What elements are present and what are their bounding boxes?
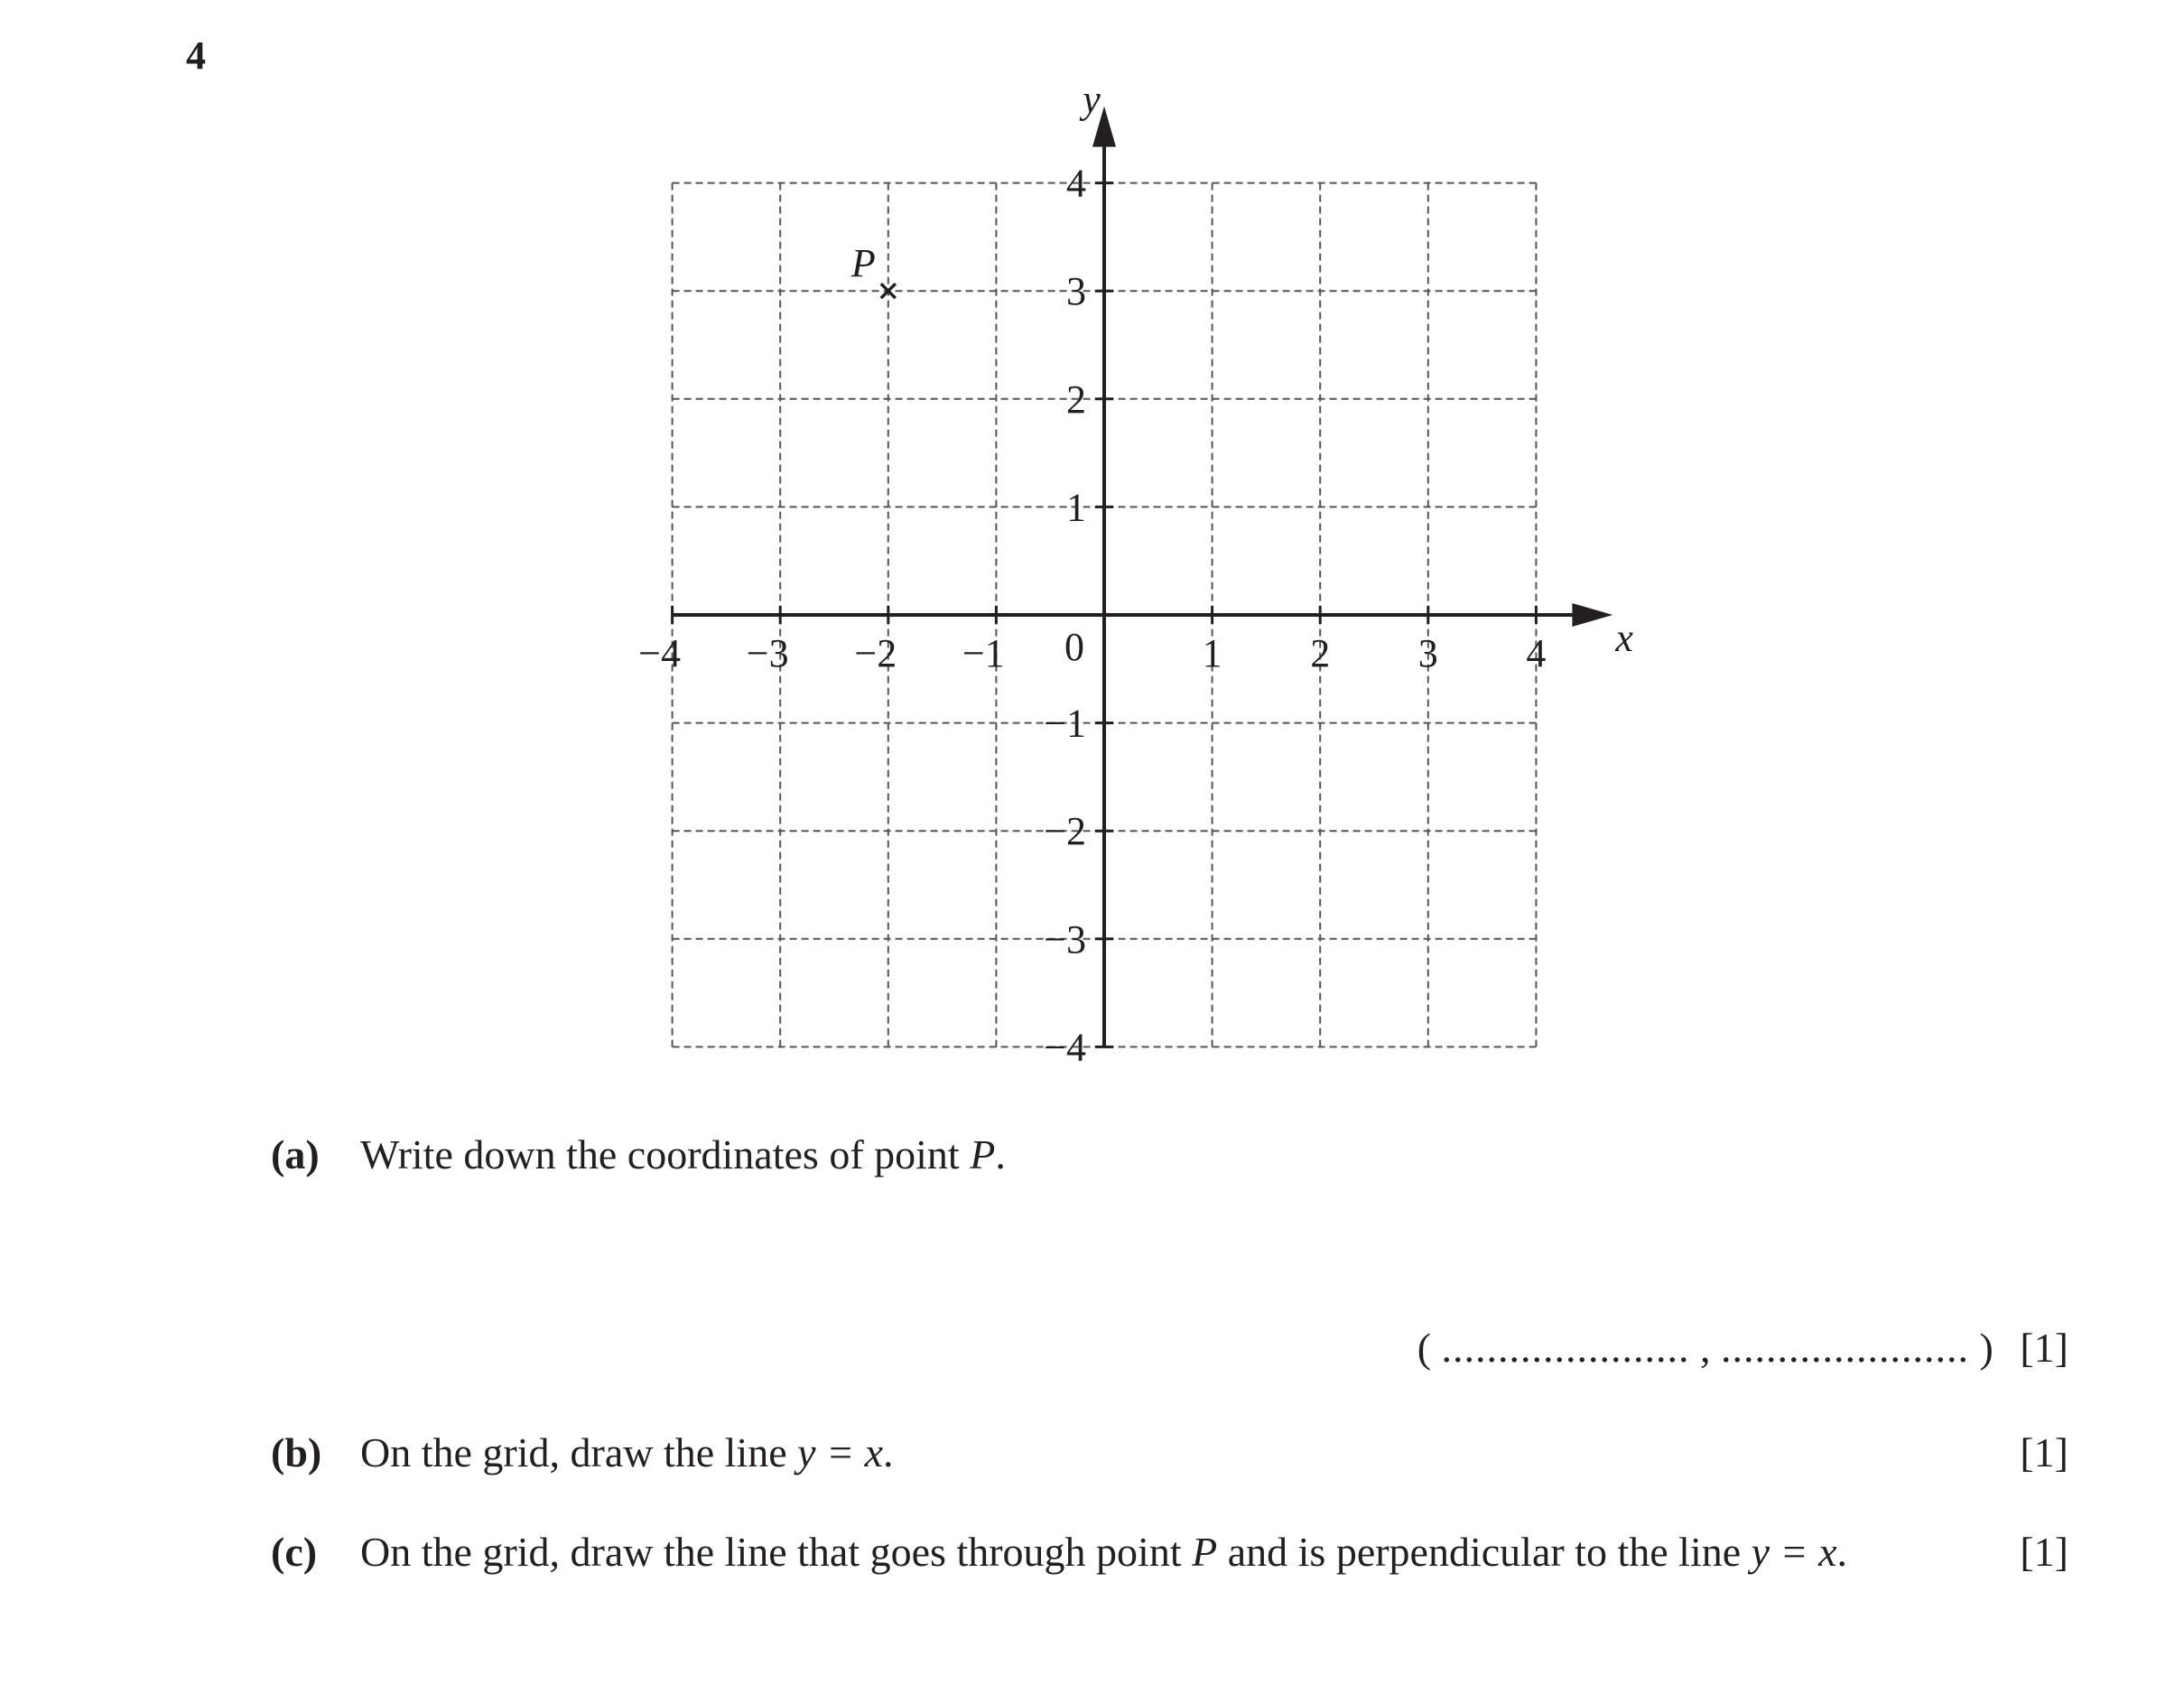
part-c-equation: y = x — [1751, 1529, 1837, 1575]
y-tick-label: 3 — [1066, 269, 1086, 314]
y-tick-label: −1 — [1044, 701, 1086, 746]
y-axis-label: y — [1083, 77, 1101, 122]
y-tick-label: −2 — [1044, 809, 1086, 854]
x-tick-label: −4 — [638, 631, 682, 675]
answer-y-field[interactable]: ...................... — [1721, 1325, 1970, 1371]
part-c-period: . — [1836, 1529, 1848, 1575]
part-a — [271, 1131, 1006, 1178]
question-number: 4 — [186, 33, 206, 78]
y-tick-label: 4 — [1066, 161, 1086, 206]
part-a-period: . — [995, 1131, 1006, 1177]
answer-close-paren: ) — [1979, 1325, 1993, 1371]
part-c-label: (c) — [271, 1529, 318, 1575]
axis-labels — [638, 78, 1633, 1070]
axes — [673, 107, 1613, 1047]
y-tick-label: −3 — [1044, 917, 1086, 962]
part-a-point-name: P — [970, 1131, 996, 1177]
part-c — [271, 1528, 1847, 1576]
answer-line-a[interactable] — [1417, 1324, 2068, 1372]
x-tick-label: 1 — [1202, 631, 1222, 675]
part-b — [271, 1428, 894, 1476]
part-a-marks: [1] — [2020, 1325, 2068, 1371]
x-tick-label: −3 — [746, 631, 789, 675]
x-tick-label: 4 — [1526, 631, 1547, 675]
part-b-label: (b) — [271, 1429, 322, 1475]
x-tick-label: 3 — [1417, 631, 1438, 675]
part-b-period: . — [883, 1429, 894, 1475]
y-tick-label: 1 — [1066, 485, 1086, 530]
x-tick-label: −2 — [854, 631, 897, 675]
answer-open-paren: ( — [1417, 1325, 1432, 1371]
part-a-label: (a) — [271, 1131, 320, 1177]
point-label: P — [850, 241, 876, 286]
part-b-equation: y = x — [797, 1429, 884, 1475]
answer-comma: , — [1700, 1325, 1711, 1371]
x-tick-label: 2 — [1310, 631, 1331, 675]
answer-x-field[interactable]: ...................... — [1441, 1325, 1690, 1371]
x-tick-label: −1 — [962, 631, 1005, 675]
x-axis-arrowhead — [1572, 603, 1612, 627]
part-c-marks: [1] — [2020, 1529, 2068, 1575]
part-c-point-name: P — [1192, 1529, 1218, 1575]
part-c-text-mid: and is perpendicular to the line — [1217, 1529, 1752, 1575]
x-axis-label: x — [1615, 616, 1633, 660]
origin-label: 0 — [1064, 625, 1084, 669]
part-b-text: On the grid, draw the line — [360, 1429, 798, 1475]
y-tick-label: −4 — [1044, 1025, 1086, 1070]
part-c-text: On the grid, draw the line that goes through point — [360, 1529, 1193, 1575]
part-b-marks: [1] — [2020, 1429, 2068, 1475]
part-a-text: Write down the coordinates of point — [360, 1131, 971, 1177]
y-tick-label: 2 — [1066, 377, 1086, 422]
